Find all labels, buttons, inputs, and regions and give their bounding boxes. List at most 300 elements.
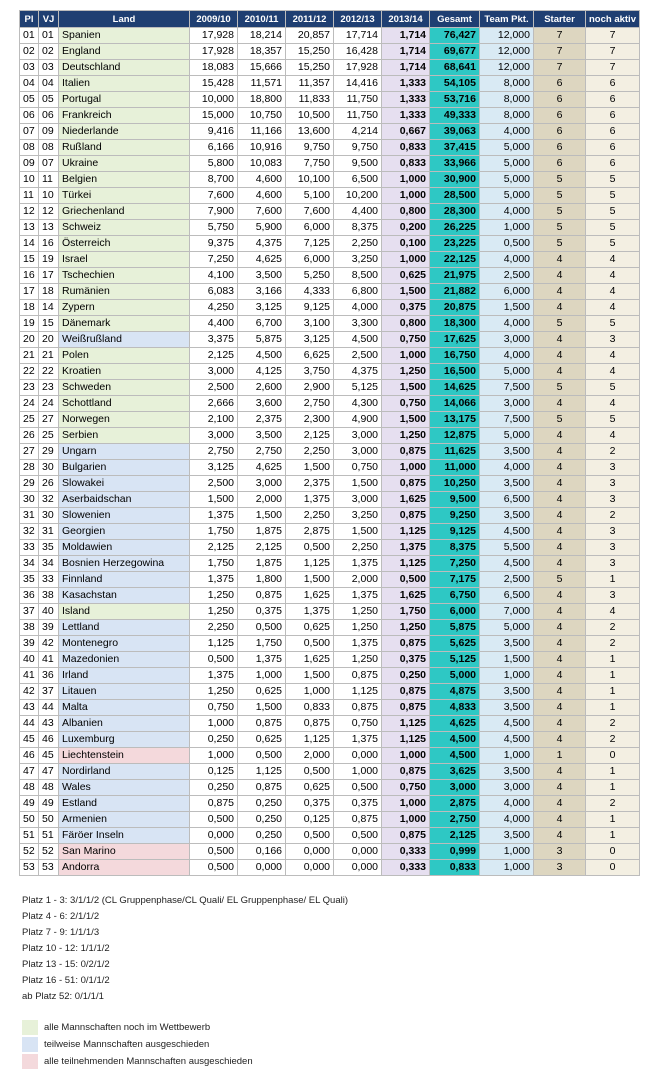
cell-2010-11: 18,357 (238, 44, 286, 60)
cell-2009-10: 2,100 (190, 412, 238, 428)
col-header-team-pkt: Team Pkt. (480, 11, 534, 28)
cell-2013-14: 1,125 (382, 716, 430, 732)
cell-pl: 47 (20, 764, 39, 780)
cell-starter: 4 (534, 780, 586, 796)
cell-2010-11: 1,375 (238, 652, 286, 668)
cell-2012-13: 8,500 (334, 268, 382, 284)
cell-2013-14: 1,000 (382, 348, 430, 364)
cell-vj: 08 (39, 140, 59, 156)
cell-2013-14: 0,333 (382, 844, 430, 860)
cell-gesamt: 8,375 (430, 540, 480, 556)
table-row (20, 780, 640, 796)
cell-2011-12: 9,750 (286, 140, 334, 156)
cell-noch-aktiv: 1 (586, 572, 640, 588)
col-header-gesamt: Gesamt (430, 11, 480, 28)
cell-2012-13: 0,875 (334, 812, 382, 828)
cell-team-pkt: 2,500 (480, 268, 534, 284)
note-line: Platz 7 - 9: 1/1/1/3 (22, 927, 100, 938)
cell-2013-14: 1,375 (382, 540, 430, 556)
cell-team-pkt: 1,000 (480, 844, 534, 860)
cell-team-pkt: 3,500 (480, 444, 534, 460)
cell-team-pkt: 0,500 (480, 236, 534, 252)
cell-team-pkt: 8,000 (480, 76, 534, 92)
cell-2013-14: 0,875 (382, 444, 430, 460)
cell-2011-12: 11,833 (286, 92, 334, 108)
cell-vj: 39 (39, 620, 59, 636)
cell-starter: 5 (534, 236, 586, 252)
cell-starter: 4 (534, 812, 586, 828)
cell-2012-13: 0,000 (334, 860, 382, 876)
cell-land: Schottland (59, 396, 190, 412)
cell-vj: 48 (39, 780, 59, 796)
cell-vj: 02 (39, 44, 59, 60)
table-row (20, 572, 640, 588)
table-row (20, 172, 640, 188)
cell-noch-aktiv: 1 (586, 652, 640, 668)
cell-2011-12: 0,500 (286, 764, 334, 780)
cell-vj: 13 (39, 220, 59, 236)
cell-land: Italien (59, 76, 190, 92)
cell-starter: 4 (534, 444, 586, 460)
table-row (20, 284, 640, 300)
cell-2010-11: 11,571 (238, 76, 286, 92)
cell-2010-11: 4,375 (238, 236, 286, 252)
cell-2010-11: 5,900 (238, 220, 286, 236)
cell-2010-11: 3,500 (238, 428, 286, 444)
cell-2012-13: 1,125 (334, 684, 382, 700)
cell-2009-10: 3,375 (190, 332, 238, 348)
cell-starter: 4 (534, 428, 586, 444)
cell-pl: 11 (20, 188, 39, 204)
cell-noch-aktiv: 2 (586, 508, 640, 524)
cell-2009-10: 4,250 (190, 300, 238, 316)
col-header-vj: VJ (39, 11, 59, 28)
cell-2009-10: 0,125 (190, 764, 238, 780)
cell-2009-10: 0,500 (190, 652, 238, 668)
cell-pl: 33 (20, 540, 39, 556)
table-row (20, 668, 640, 684)
cell-2012-13: 14,416 (334, 76, 382, 92)
note-line: ab Platz 52: 0/1/1/1 (22, 991, 104, 1002)
cell-starter: 7 (534, 44, 586, 60)
cell-2013-14: 1,714 (382, 44, 430, 60)
cell-2010-11: 3,000 (238, 476, 286, 492)
cell-starter: 4 (534, 332, 586, 348)
cell-starter: 4 (534, 508, 586, 524)
cell-2013-14: 0,800 (382, 316, 430, 332)
cell-2013-14: 1,625 (382, 588, 430, 604)
cell-noch-aktiv: 4 (586, 300, 640, 316)
cell-2013-14: 0,200 (382, 220, 430, 236)
cell-gesamt: 11,000 (430, 460, 480, 476)
cell-2012-13: 1,000 (334, 764, 382, 780)
cell-pl: 05 (20, 92, 39, 108)
cell-gesamt: 30,900 (430, 172, 480, 188)
cell-2011-12: 2,000 (286, 748, 334, 764)
cell-noch-aktiv: 6 (586, 124, 640, 140)
cell-noch-aktiv: 5 (586, 412, 640, 428)
cell-vj: 47 (39, 764, 59, 780)
cell-gesamt: 4,500 (430, 748, 480, 764)
cell-2013-14: 0,667 (382, 124, 430, 140)
table-row (20, 476, 640, 492)
cell-vj: 33 (39, 572, 59, 588)
cell-land: Spanien (59, 28, 190, 44)
cell-team-pkt: 7,500 (480, 380, 534, 396)
cell-team-pkt: 12,000 (480, 44, 534, 60)
cell-2010-11: 2,375 (238, 412, 286, 428)
cell-2010-11: 4,625 (238, 252, 286, 268)
cell-2011-12: 0,875 (286, 716, 334, 732)
cell-starter: 4 (534, 460, 586, 476)
cell-gesamt: 18,300 (430, 316, 480, 332)
cell-land: Mazedonien (59, 652, 190, 668)
cell-noch-aktiv: 3 (586, 588, 640, 604)
cell-land: Polen (59, 348, 190, 364)
cell-2010-11: 6,700 (238, 316, 286, 332)
cell-2011-12: 0,833 (286, 700, 334, 716)
cell-2010-11: 18,214 (238, 28, 286, 44)
cell-gesamt: 12,875 (430, 428, 480, 444)
table-row (20, 60, 640, 76)
cell-vj: 20 (39, 332, 59, 348)
cell-starter: 5 (534, 204, 586, 220)
cell-team-pkt: 8,000 (480, 92, 534, 108)
cell-pl: 37 (20, 604, 39, 620)
cell-land: Färöer Inseln (59, 828, 190, 844)
cell-gesamt: 7,250 (430, 556, 480, 572)
cell-starter: 4 (534, 668, 586, 684)
cell-land: Estland (59, 796, 190, 812)
cell-noch-aktiv: 0 (586, 748, 640, 764)
cell-2013-14: 1,500 (382, 284, 430, 300)
qualification-notes (22, 893, 348, 1005)
cell-2010-11: 18,800 (238, 92, 286, 108)
cell-2011-12: 1,625 (286, 652, 334, 668)
cell-2012-13: 6,500 (334, 172, 382, 188)
table-row (20, 124, 640, 140)
cell-noch-aktiv: 0 (586, 860, 640, 876)
cell-2011-12: 0,625 (286, 620, 334, 636)
cell-2009-10: 17,928 (190, 28, 238, 44)
cell-team-pkt: 4,000 (480, 124, 534, 140)
cell-2013-14: 1,625 (382, 492, 430, 508)
cell-team-pkt: 4,000 (480, 204, 534, 220)
cell-2010-11: 3,166 (238, 284, 286, 300)
table-row (20, 556, 640, 572)
cell-starter: 4 (534, 828, 586, 844)
cell-starter: 5 (534, 316, 586, 332)
cell-2011-12: 1,125 (286, 556, 334, 572)
cell-2013-14: 1,750 (382, 604, 430, 620)
cell-2012-13: 4,900 (334, 412, 382, 428)
cell-gesamt: 76,427 (430, 28, 480, 44)
table-row (20, 636, 640, 652)
cell-2009-10: 3,000 (190, 428, 238, 444)
cell-2012-13: 9,500 (334, 156, 382, 172)
cell-2012-13: 11,750 (334, 92, 382, 108)
cell-2013-14: 1,250 (382, 428, 430, 444)
cell-gesamt: 4,833 (430, 700, 480, 716)
cell-team-pkt: 12,000 (480, 28, 534, 44)
cell-2010-11: 0,875 (238, 716, 286, 732)
cell-vj: 27 (39, 412, 59, 428)
cell-noch-aktiv: 4 (586, 252, 640, 268)
cell-gesamt: 16,500 (430, 364, 480, 380)
cell-2012-13: 1,250 (334, 620, 382, 636)
cell-noch-aktiv: 7 (586, 28, 640, 44)
cell-pl: 30 (20, 492, 39, 508)
cell-pl: 14 (20, 236, 39, 252)
cell-2009-10: 9,375 (190, 236, 238, 252)
col-header-2013-14: 2013/14 (382, 11, 430, 28)
cell-2010-11: 4,600 (238, 172, 286, 188)
table-row (20, 652, 640, 668)
cell-noch-aktiv: 7 (586, 44, 640, 60)
table-row (20, 620, 640, 636)
cell-gesamt: 49,333 (430, 108, 480, 124)
cell-vj: 05 (39, 92, 59, 108)
cell-land: Luxemburg (59, 732, 190, 748)
cell-2012-13: 1,500 (334, 476, 382, 492)
cell-vj: 45 (39, 748, 59, 764)
cell-2012-13: 8,375 (334, 220, 382, 236)
cell-team-pkt: 5,000 (480, 156, 534, 172)
cell-2012-13: 4,375 (334, 364, 382, 380)
cell-pl: 51 (20, 828, 39, 844)
cell-team-pkt: 4,000 (480, 796, 534, 812)
table-row (20, 684, 640, 700)
note-line: Platz 13 - 15: 0/2/1/2 (22, 959, 110, 970)
cell-2013-14: 0,500 (382, 572, 430, 588)
cell-vj: 29 (39, 444, 59, 460)
table-row (20, 540, 640, 556)
cell-starter: 5 (534, 380, 586, 396)
cell-2009-10: 4,100 (190, 268, 238, 284)
cell-land: Türkei (59, 188, 190, 204)
cell-land: Israel (59, 252, 190, 268)
cell-land: Georgien (59, 524, 190, 540)
cell-vj: 36 (39, 668, 59, 684)
cell-2012-13: 0,750 (334, 460, 382, 476)
cell-noch-aktiv: 3 (586, 540, 640, 556)
legend-swatch (22, 1037, 38, 1052)
cell-land: Norwegen (59, 412, 190, 428)
cell-team-pkt: 3,500 (480, 636, 534, 652)
cell-land: Bosnien Herzegowina (59, 556, 190, 572)
cell-vj: 31 (39, 524, 59, 540)
cell-2012-13: 4,400 (334, 204, 382, 220)
cell-2009-10: 8,700 (190, 172, 238, 188)
cell-2012-13: 2,500 (334, 348, 382, 364)
cell-pl: 02 (20, 44, 39, 60)
cell-2012-13: 17,928 (334, 60, 382, 76)
cell-2009-10: 0,875 (190, 796, 238, 812)
cell-gesamt: 54,105 (430, 76, 480, 92)
cell-2010-11: 0,250 (238, 828, 286, 844)
cell-pl: 06 (20, 108, 39, 124)
cell-noch-aktiv: 5 (586, 172, 640, 188)
cell-team-pkt: 4,000 (480, 348, 534, 364)
cell-land: Slowenien (59, 508, 190, 524)
cell-2012-13: 0,000 (334, 844, 382, 860)
cell-team-pkt: 4,000 (480, 460, 534, 476)
cell-2010-11: 1,875 (238, 556, 286, 572)
cell-2011-12: 7,600 (286, 204, 334, 220)
cell-team-pkt: 3,000 (480, 332, 534, 348)
cell-2009-10: 0,000 (190, 828, 238, 844)
cell-2011-12: 0,375 (286, 796, 334, 812)
cell-gesamt: 53,716 (430, 92, 480, 108)
cell-noch-aktiv: 1 (586, 812, 640, 828)
cell-vj: 25 (39, 428, 59, 444)
cell-2010-11: 4,600 (238, 188, 286, 204)
cell-vj: 11 (39, 172, 59, 188)
table-row (20, 588, 640, 604)
cell-land: Frankreich (59, 108, 190, 124)
cell-vj: 24 (39, 396, 59, 412)
cell-2013-14: 1,125 (382, 732, 430, 748)
cell-team-pkt: 4,500 (480, 716, 534, 732)
cell-gesamt: 0,833 (430, 860, 480, 876)
cell-2012-13: 4,500 (334, 332, 382, 348)
cell-pl: 34 (20, 556, 39, 572)
cell-2010-11: 0,625 (238, 684, 286, 700)
cell-vj: 10 (39, 188, 59, 204)
col-header-2009-10: 2009/10 (190, 11, 238, 28)
cell-2011-12: 0,500 (286, 828, 334, 844)
note-line: Platz 16 - 51: 0/1/1/2 (22, 975, 110, 986)
table-row (20, 364, 640, 380)
cell-2013-14: 0,875 (382, 764, 430, 780)
cell-team-pkt: 5,500 (480, 540, 534, 556)
cell-2013-14: 1,000 (382, 796, 430, 812)
cell-starter: 6 (534, 92, 586, 108)
cell-gesamt: 9,250 (430, 508, 480, 524)
cell-2011-12: 1,625 (286, 588, 334, 604)
cell-pl: 21 (20, 348, 39, 364)
cell-pl: 04 (20, 76, 39, 92)
cell-gesamt: 3,000 (430, 780, 480, 796)
cell-land: San Marino (59, 844, 190, 860)
cell-2011-12: 2,300 (286, 412, 334, 428)
cell-2009-10: 5,800 (190, 156, 238, 172)
cell-pl: 31 (20, 508, 39, 524)
col-header-pl: Pl (20, 11, 39, 28)
cell-2011-12: 0,500 (286, 540, 334, 556)
cell-pl: 36 (20, 588, 39, 604)
cell-noch-aktiv: 4 (586, 604, 640, 620)
cell-land: Österreich (59, 236, 190, 252)
cell-starter: 7 (534, 60, 586, 76)
cell-2013-14: 1,333 (382, 76, 430, 92)
cell-2011-12: 0,125 (286, 812, 334, 828)
table-row (20, 604, 640, 620)
cell-gesamt: 39,063 (430, 124, 480, 140)
cell-2012-13: 2,000 (334, 572, 382, 588)
cell-2009-10: 1,750 (190, 524, 238, 540)
cell-2012-13: 4,214 (334, 124, 382, 140)
cell-land: Andorra (59, 860, 190, 876)
cell-2011-12: 1,000 (286, 684, 334, 700)
cell-2009-10: 0,500 (190, 812, 238, 828)
cell-starter: 5 (534, 572, 586, 588)
cell-vj: 30 (39, 508, 59, 524)
cell-vj: 19 (39, 252, 59, 268)
cell-pl: 09 (20, 156, 39, 172)
cell-2009-10: 2,500 (190, 380, 238, 396)
cell-gesamt: 0,999 (430, 844, 480, 860)
cell-2013-14: 0,250 (382, 668, 430, 684)
cell-land: Weißrußland (59, 332, 190, 348)
cell-team-pkt: 5,000 (480, 620, 534, 636)
table-row (20, 508, 640, 524)
legend-item (22, 1019, 253, 1036)
cell-land: Litauen (59, 684, 190, 700)
cell-land: Dänemark (59, 316, 190, 332)
cell-2012-13: 5,125 (334, 380, 382, 396)
cell-2013-14: 1,000 (382, 172, 430, 188)
cell-2009-10: 2,500 (190, 476, 238, 492)
cell-starter: 5 (534, 412, 586, 428)
cell-land: Malta (59, 700, 190, 716)
legend-swatch (22, 1020, 38, 1035)
cell-vj: 41 (39, 652, 59, 668)
cell-team-pkt: 3,500 (480, 700, 534, 716)
table-row (20, 92, 640, 108)
cell-noch-aktiv: 5 (586, 316, 640, 332)
cell-noch-aktiv: 4 (586, 428, 640, 444)
table-row (20, 108, 640, 124)
cell-2011-12: 5,250 (286, 268, 334, 284)
cell-2013-14: 1,250 (382, 620, 430, 636)
cell-team-pkt: 1,500 (480, 652, 534, 668)
cell-gesamt: 21,882 (430, 284, 480, 300)
cell-starter: 6 (534, 140, 586, 156)
cell-pl: 53 (20, 860, 39, 876)
table-row (20, 492, 640, 508)
cell-team-pkt: 12,000 (480, 60, 534, 76)
table-header-row (20, 11, 640, 28)
cell-noch-aktiv: 2 (586, 716, 640, 732)
cell-2012-13: 0,875 (334, 668, 382, 684)
cell-2009-10: 1,375 (190, 572, 238, 588)
cell-gesamt: 4,500 (430, 732, 480, 748)
table-row (20, 460, 640, 476)
col-header-starter: Starter (534, 11, 586, 28)
cell-pl: 49 (20, 796, 39, 812)
cell-land: Nordirland (59, 764, 190, 780)
cell-team-pkt: 5,000 (480, 140, 534, 156)
cell-2009-10: 6,166 (190, 140, 238, 156)
cell-pl: 10 (20, 172, 39, 188)
cell-noch-aktiv: 3 (586, 556, 640, 572)
cell-land: Deutschland (59, 60, 190, 76)
cell-2009-10: 18,083 (190, 60, 238, 76)
cell-pl: 18 (20, 300, 39, 316)
table-row (20, 28, 640, 44)
cell-2011-12: 2,250 (286, 508, 334, 524)
cell-vj: 51 (39, 828, 59, 844)
cell-team-pkt: 4,500 (480, 732, 534, 748)
cell-team-pkt: 3,000 (480, 780, 534, 796)
table-row (20, 700, 640, 716)
cell-noch-aktiv: 5 (586, 220, 640, 236)
cell-2012-13: 1,375 (334, 636, 382, 652)
cell-noch-aktiv: 1 (586, 700, 640, 716)
cell-vj: 21 (39, 348, 59, 364)
table-row (20, 188, 640, 204)
